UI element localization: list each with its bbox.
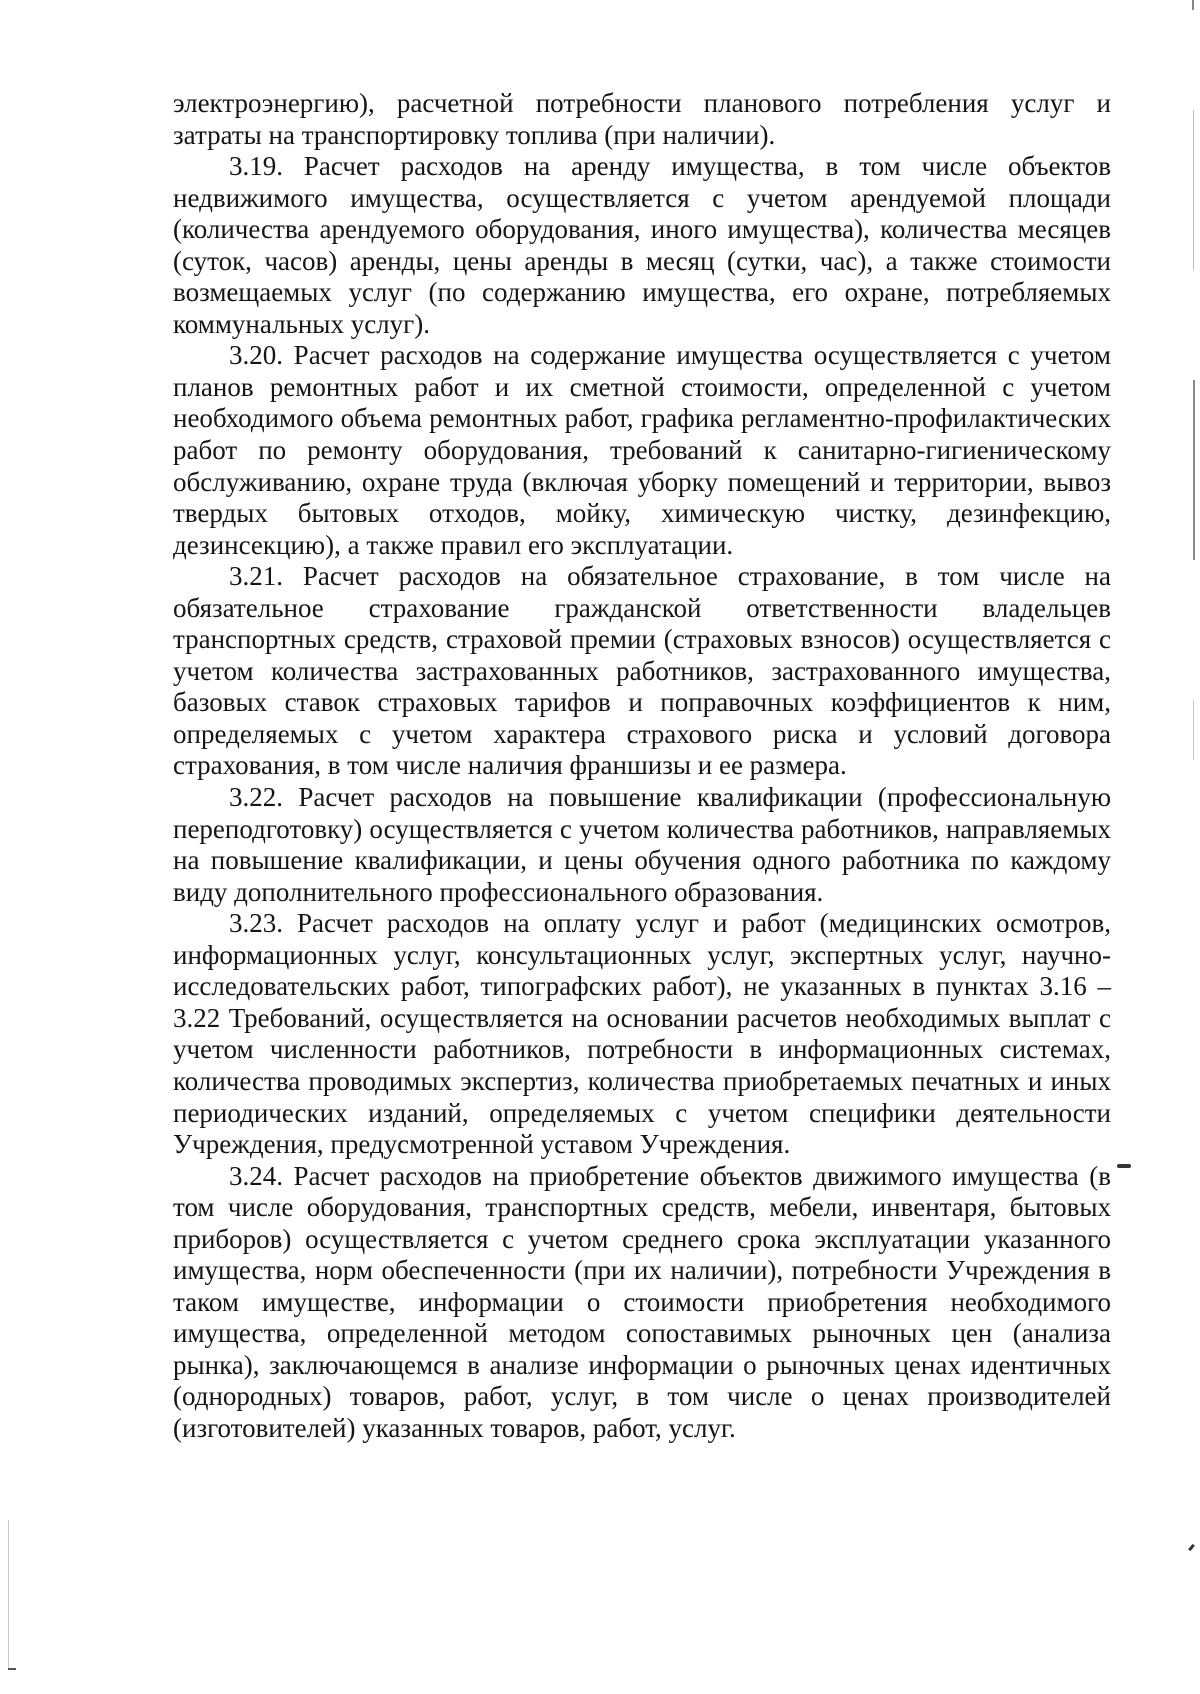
paragraph-3-20: 3.20. Расчет расходов на содержание имущества осуществляется с учетом планов ремонтных работ и их сметной стоимости, определенной с учетом необходимого объема ремонтных работ, графика регламентно-профилактических работ по ремонту оборудования, требований к санитарно-гигиеническому обслуживанию, охране труда (включая уборку помещений и территории, вывоз твердых бытовых отходов, мойку, химическую чистку, дезинфекцию, дезинсекцию), а также правил его эксплуатации. xyxy=(173,340,1111,560)
paragraph-3-21: 3.21. Расчет расходов на обязательное страхование, в том числе на обязательное страхование гражданской ответственности владельцев транспортных средств, страховой премии (страховых взносов) осуществляется с учетом количества застрахованных работников, застрахованного имущества, базовых ставок страховых тарифов и поправочных коэффициентов к ним, определяемых с учетом характера страхового риска и условий договора страхования, в том числе наличия франшизы и ее размера. xyxy=(173,561,1111,781)
paragraph-3-19: 3.19. Расчет расходов на аренду имущества, в том числе объектов недвижимого имущества, осуществляется с учетом арендуемой площади (количества арендуемого оборудования, иного имущества), количества месяцев (суток, часов) аренды, цены аренды в месяц (сутки, час), а также стоимости возмещаемых услуг (по содержанию имущества, его охране, потребляемых коммунальных услуг). xyxy=(173,151,1111,339)
paragraph-3-24: 3.24. Расчет расходов на приобретение объектов движимого имущества (в том числе оборудования, транспортных средств, мебели, инвентаря, бытовых приборов) осуществляется с учетом среднего срока эксплуатации указанного имущества, норм обеспеченности (при их наличии), потребности Учреждения в таком имуществе, информации о стоимости приобретения необходимого имущества, определенной методом сопоставимых рыночных цен (анализа рынка), заключающемся в анализе информации о рыночных ценах идентичных (однородных) товаров, работ, услуг, в том числе о ценах производителей (изготовителей) указанных товаров, работ, услуг. xyxy=(173,1160,1111,1443)
paragraph-3-18-continuation: электроэнергию), расчетной потребности планового потребления услуг и затраты на транспортировку топлива (при наличии). xyxy=(173,88,1111,150)
document-page xyxy=(173,88,1111,1445)
scan-speck-dash xyxy=(1117,1164,1131,1168)
paragraph-3-23: 3.23. Расчет расходов на оплату услуг и работ (медицинских осмотров, информационных услуг, консультационных услуг, экспертных услуг, научно-исследовательских работ, типографских работ), не указанных в пунктах 3.16 – 3.22 Требований, осуществляется на основании расчетов необходимых выплат с учетом численности работников, потребности в информационных системах, количества проводимых экспертиз, количества приобретаемых печатных и иных периодических изданий, определяемых с учетом специфики деятельности Учреждения, предусмотренной уставом Учреждения. xyxy=(173,908,1111,1160)
scan-edge-line-right xyxy=(1193,700,1194,760)
scan-edge-line-right xyxy=(1193,380,1195,560)
scan-mark-top-right xyxy=(1192,0,1194,10)
scan-corner-mark xyxy=(8,1668,16,1670)
paragraph-3-22: 3.22. Расчет расходов на повышение квалификации (профессиональную переподготовку) осуществляется с учетом количества работников, направляемых на повышение квалификации, и цены обучения одного работника по каждому виду дополнительного профессионального образования. xyxy=(173,782,1111,907)
scan-edge-line-right xyxy=(1193,110,1194,270)
scan-speck-tick xyxy=(1188,1544,1195,1551)
scan-edge-line-left xyxy=(8,1520,9,1670)
